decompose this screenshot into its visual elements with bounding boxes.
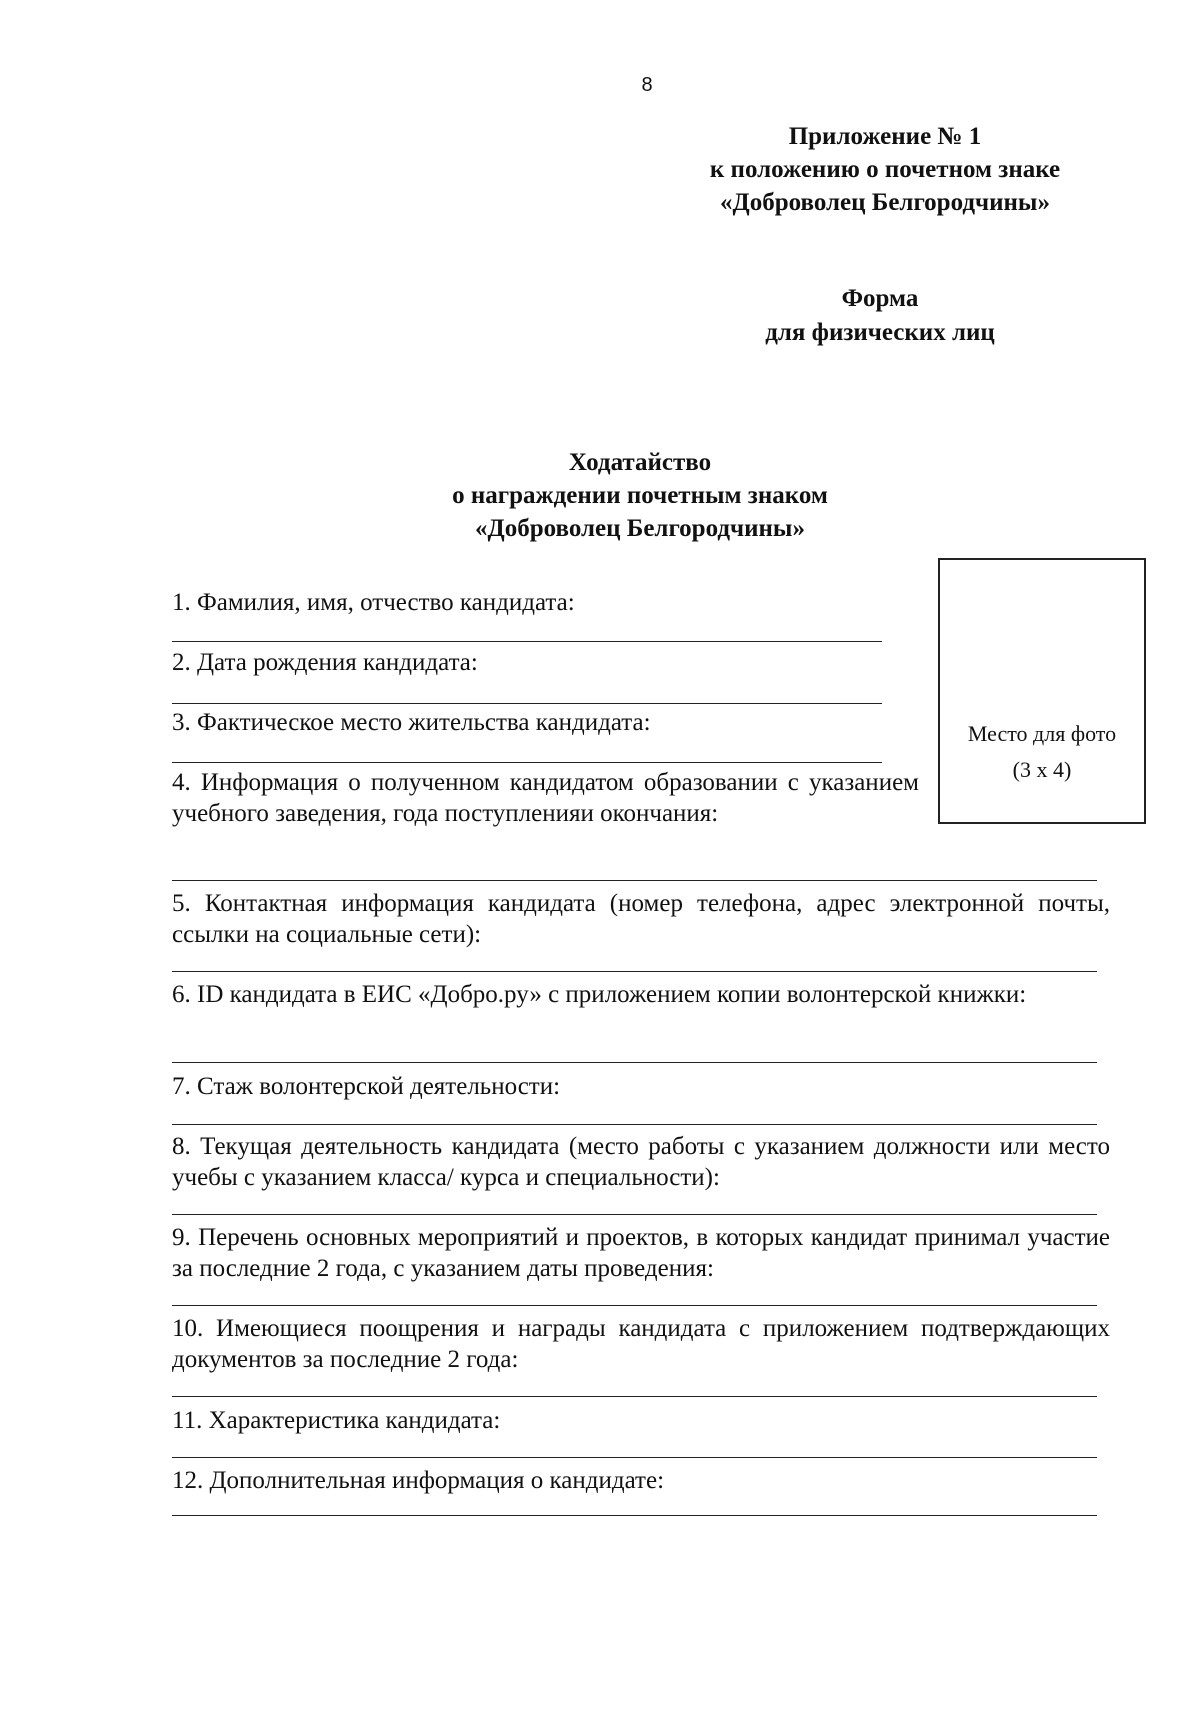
form-item-5 <box>172 888 1110 950</box>
form-item-10-answer-line[interactable] <box>172 1396 1097 1397</box>
form-item-1 <box>172 587 892 618</box>
form-item-9 <box>172 1222 1110 1284</box>
form-item-6-label: 6. ID кандидата в ЕИС «Добро.ру» с приложением копии волонтерской книжки: <box>172 981 1027 1008</box>
form-item-5-answer-line[interactable] <box>172 971 1097 972</box>
form-item-5-label: 5. Контактная информация кандидата (номер телефона, адрес электронной почты, ссылки на социальные сети): <box>172 890 1110 948</box>
form-item-11-label: 11. Характеристика кандидата: <box>172 1407 501 1434</box>
photo-label-line-1: Место для фото <box>967 721 1117 746</box>
form-item-11-answer-line[interactable] <box>172 1457 1097 1458</box>
form-item-12-label: 12. Дополнительная информация о кандидате: <box>172 1467 665 1494</box>
form-item-11 <box>172 1405 1072 1436</box>
form-item-7-answer-line[interactable] <box>172 1124 1097 1125</box>
form-type-heading <box>730 282 1030 350</box>
form-item-3 <box>172 707 892 738</box>
form-item-12 <box>172 1465 1072 1496</box>
form-item-4 <box>172 767 919 829</box>
form-item-8-label: 8. Текущая деятельность кандидата (место работы с указанием должности или место учебы с указанием класса/ курса и специальности): <box>172 1133 1110 1191</box>
form-item-3-answer-line[interactable] <box>172 762 882 763</box>
form-item-2 <box>172 647 892 678</box>
form-item-7-label: 7. Стаж волонтерской деятельности: <box>172 1073 561 1100</box>
form-item-1-label: 1. Фамилия, имя, отчество кандидата: <box>172 589 575 616</box>
form-item-6-answer-line[interactable] <box>172 1062 1097 1063</box>
form-item-10 <box>172 1313 1110 1375</box>
title-line-2: о награждении почетным знаком <box>452 482 828 509</box>
form-item-1-answer-line[interactable] <box>172 641 882 642</box>
form-item-8-answer-line[interactable] <box>172 1214 1097 1215</box>
appendix-header <box>660 120 1110 219</box>
form-item-3-label: 3. Фактическое место жительства кандидата: <box>172 709 651 736</box>
appendix-line-1: Приложение № 1 <box>788 123 982 150</box>
appendix-line-3: «Доброволец Белгородчины» <box>720 189 1050 216</box>
appendix-line-2: к положению о почетном знаке <box>709 156 1061 183</box>
form-item-2-answer-line[interactable] <box>172 703 882 704</box>
page-number: 8 <box>641 74 653 96</box>
form-item-12-answer-line[interactable] <box>172 1515 1097 1516</box>
photo-label-line-2: (3 х 4) <box>1012 757 1072 782</box>
title-line-3: «Доброволец Белгородчины» <box>475 515 805 542</box>
form-item-8 <box>172 1131 1110 1193</box>
form-item-4-answer-line[interactable] <box>172 880 1097 881</box>
form-item-7 <box>172 1071 1072 1102</box>
form-type-line-2: для физических лиц <box>765 319 995 346</box>
form-item-9-answer-line[interactable] <box>172 1305 1097 1306</box>
photo-placeholder-box <box>938 558 1146 824</box>
form-item-4-label: 4. Информация о полученном кандидатом образовании с указанием учебного заведения, года поступленияи окончания: <box>172 769 919 827</box>
form-item-9-label: 9. Перечень основных мероприятий и проектов, в которых кандидат принимал участие за последние 2 года, с указанием даты проведения: <box>172 1224 1110 1282</box>
photo-placeholder-label <box>940 716 1144 788</box>
document-title <box>390 446 890 545</box>
title-line-1: Ходатайство <box>568 449 712 476</box>
form-item-10-label: 10. Имеющиеся поощрения и награды кандидата с приложением подтверждающих документов за последние 2 года: <box>172 1315 1110 1373</box>
form-item-2-label: 2. Дата рождения кандидата: <box>172 649 478 676</box>
form-type-line-1: Форма <box>841 285 919 312</box>
form-item-6 <box>172 979 1110 1010</box>
